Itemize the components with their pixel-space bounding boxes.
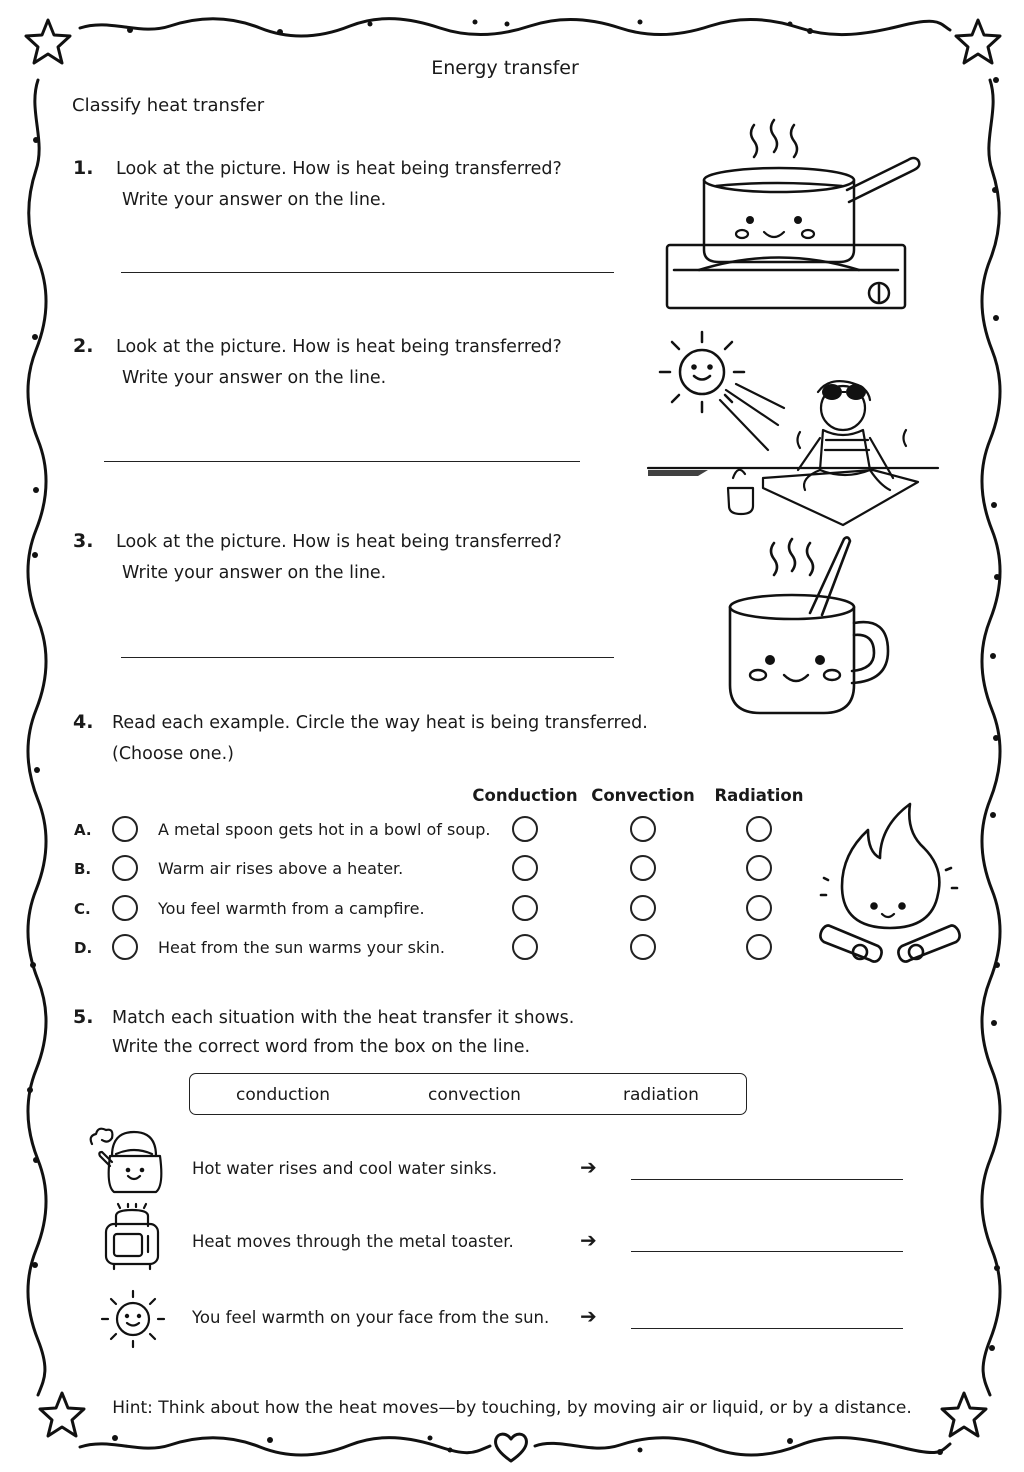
page-subtitle: Classify heat transfer [72, 95, 265, 116]
row-select-radio[interactable] [112, 816, 138, 842]
option-convection-radio[interactable] [630, 816, 656, 842]
campfire-icon [820, 800, 960, 970]
question-number: 2. [73, 335, 94, 357]
question-number: 5. [73, 1006, 94, 1028]
question-instruction: Write the correct word from the box on the line. [112, 1037, 531, 1057]
row-text: You feel warmth from a campfire. [158, 899, 425, 918]
row-select-radio[interactable] [112, 934, 138, 960]
row-select-radio[interactable] [112, 895, 138, 921]
row-select-radio[interactable] [112, 855, 138, 881]
answer-line[interactable] [631, 1328, 903, 1329]
child-sunbathing-icon [648, 370, 940, 525]
hint-text: Hint: Think about how the heat moves—by touching, by moving air or liquid, or by a distance. [112, 1398, 912, 1418]
arrow-right-icon: ➔ [580, 1155, 597, 1179]
answer-line[interactable] [121, 657, 614, 658]
option-radiation-radio[interactable] [746, 855, 772, 881]
heart-icon [492, 1430, 530, 1464]
question-text: Match each situation with the heat transfer it shows. [112, 1008, 575, 1028]
option-convection-radio[interactable] [630, 895, 656, 921]
answer-line[interactable] [631, 1251, 903, 1252]
row-letter: D. [74, 939, 93, 957]
question-text: Look at the picture. How is heat being transferred? [116, 337, 562, 357]
option-convection-radio[interactable] [630, 934, 656, 960]
page-title: Energy transfer [431, 57, 579, 79]
column-header-radiation: Radiation [714, 786, 804, 805]
option-radiation-radio[interactable] [746, 816, 772, 842]
answer-line[interactable] [121, 272, 614, 273]
toaster-icon [100, 1204, 164, 1270]
row-text: Warm air rises above a heater. [158, 859, 404, 878]
arrow-right-icon: ➔ [580, 1304, 597, 1328]
question-number: 3. [73, 530, 94, 552]
question-text: Look at the picture. How is heat being transferred? [116, 159, 562, 179]
sun-icon [96, 1286, 170, 1352]
question-text: Look at the picture. How is heat being transferred? [116, 532, 562, 552]
row-text: A metal spoon gets hot in a bowl of soup. [158, 820, 491, 839]
question-text: Read each example. Circle the way heat is being transferred. [112, 713, 648, 733]
question-instruction: Write your answer on the line. [122, 368, 387, 388]
question-instruction: Write your answer on the line. [122, 563, 387, 583]
arrow-right-icon: ➔ [580, 1228, 597, 1252]
option-conduction-radio[interactable] [512, 816, 538, 842]
question-instruction: Write your answer on the line. [122, 190, 387, 210]
row-letter: A. [74, 821, 92, 839]
option-convection-radio[interactable] [630, 855, 656, 881]
kettle-icon [86, 1126, 166, 1198]
question-number: 1. [73, 157, 94, 179]
answer-line[interactable] [104, 461, 580, 462]
match-situation: Hot water rises and cool water sinks. [192, 1159, 498, 1178]
match-situation: Heat moves through the metal toaster. [192, 1232, 514, 1251]
word-bank-item: conduction [236, 1085, 330, 1105]
hot-cup-icon [726, 535, 894, 717]
option-radiation-radio[interactable] [746, 895, 772, 921]
column-header-conduction: Conduction [472, 786, 578, 805]
option-conduction-radio[interactable] [512, 895, 538, 921]
pot-on-stove-icon [664, 110, 909, 315]
question-number: 4. [73, 711, 94, 733]
word-bank-item: radiation [623, 1085, 699, 1105]
answer-line[interactable] [631, 1179, 903, 1180]
option-conduction-radio[interactable] [512, 855, 538, 881]
row-letter: C. [74, 900, 91, 918]
option-conduction-radio[interactable] [512, 934, 538, 960]
word-bank-item: convection [428, 1085, 521, 1105]
option-radiation-radio[interactable] [746, 934, 772, 960]
row-text: Heat from the sun warms your skin. [158, 938, 445, 957]
column-header-convection: Convection [591, 786, 695, 805]
question-instruction: (Choose one.) [112, 744, 234, 764]
row-letter: B. [74, 860, 92, 878]
match-situation: You feel warmth on your face from the sun. [192, 1308, 550, 1327]
